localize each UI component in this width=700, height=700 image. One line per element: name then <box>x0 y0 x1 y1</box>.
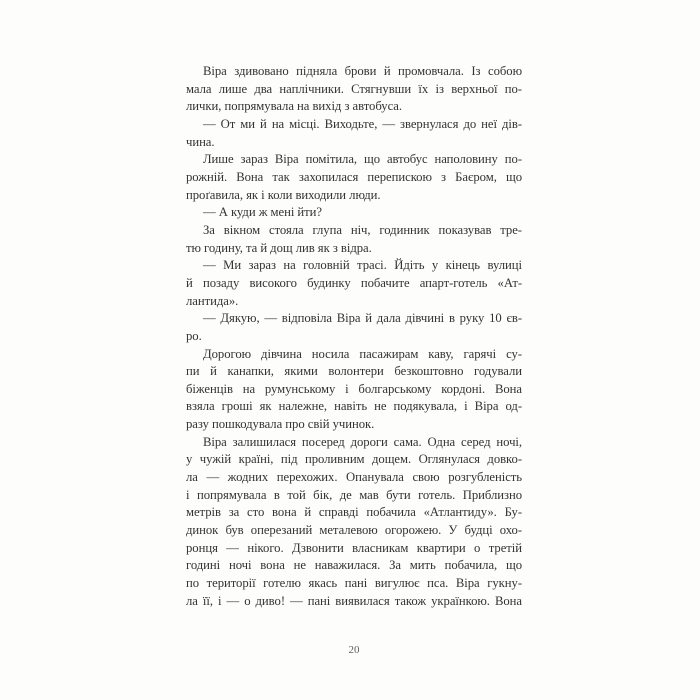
page-text <box>186 63 522 610</box>
text-line: метрів за сто вона й справді побачила «Атлантиду». Бу- <box>186 505 522 520</box>
text-line: пи й канапки, якими волонтери безкоштовно годували <box>186 364 522 379</box>
text-line: лантида». <box>186 293 239 308</box>
text-line: тю годину, та й дощ лив як з відра. <box>186 240 372 255</box>
text-line: взяла гроші як належне, навіть не подякувала, і Віра од- <box>186 399 522 414</box>
text-line: і попрямувала в той бік, де мав бути готель. Приблизно <box>186 487 522 502</box>
text-line: проґавила, як і коли виходили люди. <box>186 187 381 202</box>
text-line: Дорогою дівчина носила пасажирам каву, гарячі су- <box>203 346 522 361</box>
text-line: — А куди ж мені йти? <box>203 205 322 220</box>
text-line: ро. <box>186 328 202 343</box>
text-line: динок був оперезаний металевою огорожею. У будці охо- <box>186 523 522 538</box>
text-line: Віра залишилася посеред дороги сама. Одна серед ночі, <box>203 434 522 449</box>
text-line: ла її, і — о диво! — пані виявилася також українкою. Вона <box>186 593 522 608</box>
text-line: годині ночі вона не наважилася. За мить побачила, що <box>186 558 522 573</box>
text-line: разу пошкодувала про свій учинок. <box>186 417 375 432</box>
text-line: рожній. Вона так захопилася перепискою з Баєром, що <box>186 169 522 184</box>
text-line: — От ми й на місці. Виходьте, — звернулася до неї дів- <box>203 116 522 131</box>
text-line: у чужій країні, під проливним дощем. Оглянулася довко- <box>186 452 522 467</box>
page-number: 20 <box>348 644 360 656</box>
text-line: лички, попрямувала на вихід з автобуса. <box>186 99 403 114</box>
text-line: чина. <box>186 134 215 149</box>
text-line: За вікном стояла глупа ніч, годинник показував тре- <box>203 222 522 237</box>
text-line: — Ми зараз на головній трасі. Йдіть у кінець вулиці <box>203 258 522 273</box>
text-line: мала лише два наплічники. Стягнувши їх із верхньої по- <box>186 81 522 96</box>
text-line: біженців на румунському і болгарському кордоні. Вона <box>186 381 522 396</box>
text-line: ронця — нікого. Дзвонити власникам квартири о третій <box>186 540 522 555</box>
text-line: й позаду високого будинку побачите апарт-готель «Ат- <box>186 275 522 290</box>
text-line: — Дякую, — відповіла Віра й дала дівчині в руку 10 єв- <box>203 311 522 326</box>
text-line: Лише зараз Віра помітила, що автобус наполовину по- <box>203 152 522 167</box>
text-line: Віра здивовано підняла брови й промовчала. Із собою <box>203 64 522 78</box>
text-line: по території готелю якась пані вигулює пса. Віра гукну- <box>186 576 522 591</box>
text-line: ла — жодних перехожих. Опанувала свою розгубленість <box>186 470 522 485</box>
